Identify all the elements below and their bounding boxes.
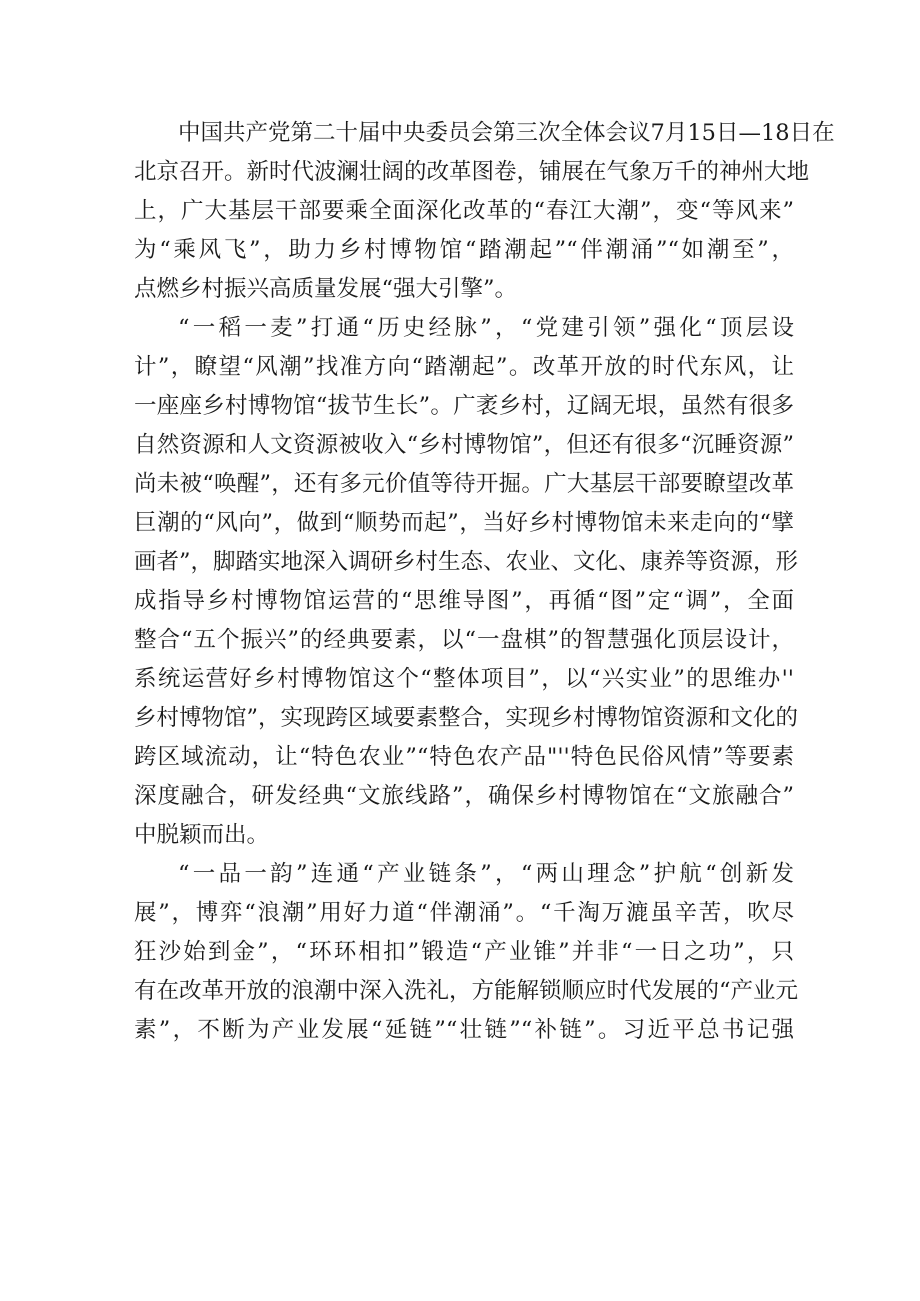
text-line: 上，广大基层干部要乘全面深化改革的“春江大潮”，变“等风来” bbox=[134, 198, 794, 224]
text-line: 深度融合，研发经典“文旅线路”，确保乡村博物馆在“文旅融合” bbox=[134, 783, 794, 809]
text-line: 整合“五个振兴”的经典要素，以“一盘棋”的智慧强化顶层设计， bbox=[134, 627, 794, 653]
text-line: 系统运营好乡村博物馆这个“整体项目”，以“兴实业”的思维办'' bbox=[134, 666, 794, 692]
text-line: 计”，瞭望“风潮”找准方向“踏潮起”。改革开放的时代东风，让 bbox=[134, 354, 794, 380]
text-line: 点燃乡村振兴高质量发展“强大引擎”。 bbox=[134, 276, 518, 302]
text-line: 素”，不断为产业发展“延链”“壮链”“补链”。习近平总书记强 bbox=[134, 1017, 794, 1043]
document-body bbox=[134, 114, 835, 1050]
text-line: 巨潮的“风向”，做到“顺势而起”，当好乡村博物馆未来走向的“擘 bbox=[134, 510, 794, 536]
text-line: 为“乘风飞”，助力乡村博物馆“踏潮起”“伴潮涌”“如潮至”， bbox=[134, 237, 794, 263]
text-line: 中国共产党第二十届中央委员会第三次全体会议7月15日—18日在 bbox=[178, 120, 835, 146]
text-line: “一稻一麦”打通“历史经脉”，“党建引领”强化“顶层设 bbox=[178, 315, 794, 341]
text-line: 成指导乡村博物馆运营的“思维导图”，再循“图”定“调”，全面 bbox=[134, 588, 794, 614]
text-line: 尚未被“唤醒”，还有多元价值等待开掘。广大基层干部要瞭望改革 bbox=[134, 471, 794, 497]
text-line: 画者”，脚踏实地深入调研乡村生态、农业、文化、康养等资源，形 bbox=[134, 549, 799, 575]
text-line: 一座座乡村博物馆“拔节生长”。广袤乡村，辽阔无垠，虽然有很多 bbox=[134, 393, 794, 419]
text-line: 中脱颖而出。 bbox=[134, 822, 270, 848]
text-line: 展”，博弈“浪潮”用好力道“伴潮涌”。“千淘万漉虽辛苦，吹尽 bbox=[134, 900, 794, 926]
paragraph-2 bbox=[134, 309, 799, 855]
text-line: “一品一韵”连通“产业链条”，“两山理念”护航“创新发 bbox=[178, 861, 794, 887]
text-line: 自然资源和人文资源被收入“乡村博物馆”，但还有很多“沉睡资源” bbox=[134, 432, 794, 458]
text-line: 有在改革开放的浪潮中深入洗礼，方能解锁顺应时代发展的“产业元 bbox=[134, 978, 799, 1004]
paragraph-3 bbox=[134, 855, 799, 1050]
paragraph-1 bbox=[134, 114, 835, 309]
text-line: 乡村博物馆”，实现跨区域要素整合，实现乡村博物馆资源和文化的 bbox=[134, 705, 799, 731]
text-line: 狂沙始到金”，“环环相扣”锻造“产业锥”并非“一日之功”，只 bbox=[134, 939, 794, 965]
text-line: 北京召开。新时代波澜壮阔的改革图卷，铺展在气象万千的神州大地 bbox=[134, 159, 810, 185]
text-line: 跨区域流动，让“特色农业”“特色农产品"''特色民俗风情”等要素 bbox=[134, 744, 794, 770]
